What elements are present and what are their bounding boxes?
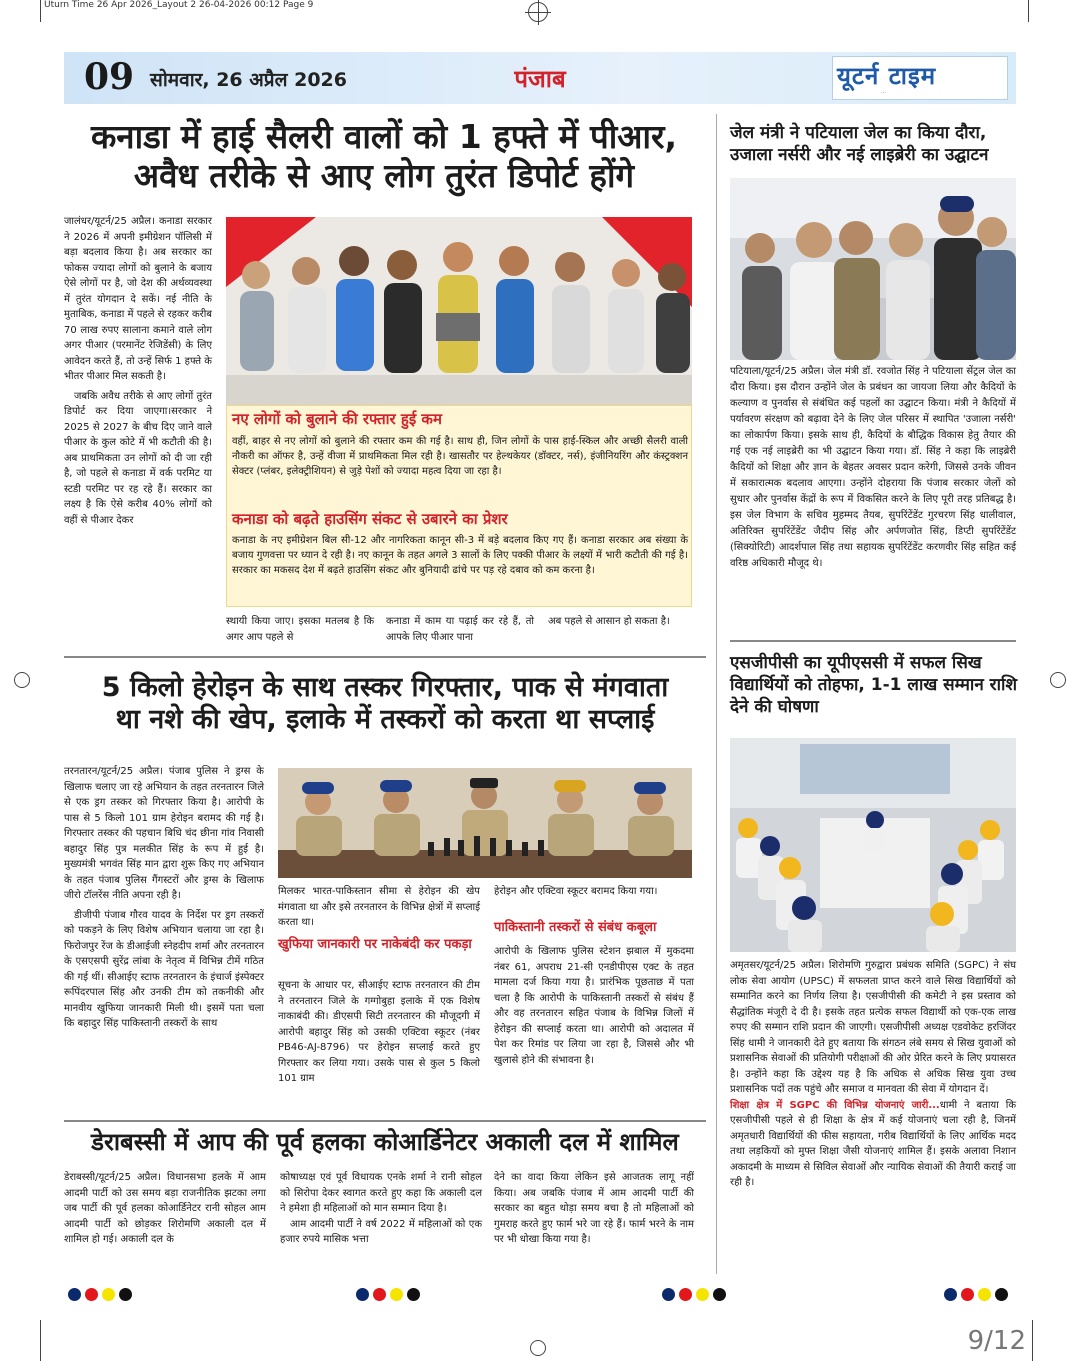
jail-headline	[730, 122, 1020, 166]
lead-tail-b: कनाडा में काम या पढ़ाई कर रहे हैं, तो आपके लिए पीआर पाना	[386, 616, 534, 643]
heroin-col2-para-1: मिलकर भारत-पाकिस्तान सीमा से हेरोइन की खेप मंगवाता था और इसे तरनतारन के विभिन्न क्षेत्रों में सप्लाई करता था।	[278, 886, 480, 928]
lead-tail-c: अब पहले से आसान हो सकता है।	[548, 616, 670, 627]
heroin-col3-para-1: हेरोइन और एक्टिवा स्कूटर बरामद किया गया।	[494, 886, 658, 897]
heroin-headline	[60, 672, 710, 736]
sgpc-column	[730, 958, 1016, 1191]
jail-visit-photo-illustration	[730, 178, 1016, 360]
issue-date: सोमवार, 26 अप्रैल 2026	[150, 69, 347, 91]
registration-mark-right	[1050, 672, 1066, 688]
sgpc-headline-line1: एसजीपीसी का यूपीएससी में सफल सिख	[730, 653, 982, 673]
jail-headline-line1: जेल मंत्री ने पटियाला जेल का किया दौरा,	[730, 123, 987, 143]
jail-photo	[730, 178, 1016, 360]
heroin-para-2: डीजीपी पंजाब गौरव यादव के निर्देश पर ड्रग तस्करों को पकड़ने के लिए विशेष अभियान चलाया जा रहा है। फिरोजपुर रेंज के डीआईजी स्नेहदीप शर्मा और तरनतारन के एसएसपी सुरेंद्र लांबा के नेतृत्व में विभिन्न टीमें गठित की गई थीं। सीआईए स्टाफ तरनतारन के इंचार्ज इंस्पेक्टर रूपिंदरपाल सिंह और उनकी टीम को तकनीकी और मानवीय खुफिया जानकारी मिली थी। इसमें पता चला कि बहादुर सिंह पाकिस्तानी तस्करों के साथ	[64, 909, 264, 1029]
sgpc-meeting-photo-illustration	[730, 738, 1016, 952]
logo-text: यूटर्न टाइम	[837, 62, 937, 90]
heroin-col3-para-2: आरोपी के खिलाफ पुलिस स्टेशन झबाल में मुकदमा नंबर 61, अपराध 21-सी एनडीपीएस एक्ट के तहत मामला दर्ज किया गया है। प्रारंभिक पूछताछ में पता चला है कि आरोपी के पाकिस्तानी तस्करों से संबंध हैं और वह तरनतारन सहित पंजाब के विभिन्न जिलों में हेरोइन की सप्लाई करता था। आरोपी को अदालत में पेश कर रिमांड पर लिया जा रहा है, जिससे और भी खुलासे होने की संभावना है।	[494, 946, 694, 1066]
lead-sub-2: कनाडा को बढ़ते हाउसिंग संकट से उबारने का प्रेशर	[232, 510, 508, 528]
crop-mark	[1032, 1320, 1033, 1361]
color-dot	[356, 1288, 369, 1301]
sgpc-photo	[730, 738, 1016, 952]
section-name: पंजाब	[514, 65, 566, 93]
registration-mark-left	[14, 672, 30, 688]
color-dot	[944, 1288, 957, 1301]
heroin-headline-line2: था नशे की खेप, इलाके में तस्करों को करता था सप्लाई	[115, 703, 655, 735]
heroin-photo	[278, 768, 692, 878]
sgpc-para-1: अमृतसर/यूटर्न/25 अप्रैल। शिरोमणि गुरुद्वारा प्रबंधक समिति (SGPC) ने संघ लोक सेवा आयोग (UPSC) में सफलता प्राप्त करने वाले सिख विद्यार्थियों को सम्मानित करने का निर्णय लिया है। एसजीपीसी की कमेटी ने इस प्रस्ताव को सैद्धांतिक मंजूरी दे दी है। इसके तहत प्रत्येक सफल विद्यार्थी को एक-एक लाख रुपए की सम्मान राशि प्रदान की जाएगी। एसजीपीसी अध्यक्ष एडवोकेट हरजिंदर सिंह धामी ने जानकारी देते हुए बताया कि संगठन लंबे समय से सिख युवाओं को प्रशासनिक सेवाओं की प्रतियोगी परीक्षाओं की ओर प्रेरित करने के लिए प्रयासरत है। उन्होंने कहा कि उद्देश्य यह है कि अधिक से अधिक सिख युवा उच्च प्रशासनिक पदों तक पहुंचे और समाज व मानवता की सेवा में योगदान दें।	[730, 960, 1016, 1095]
crop-mark	[40, 0, 41, 22]
lead-para-2: जबकि अवैध तरीके से आए लोगों तुरंत डिपोर्ट कर दिया जाएगा।सरकार ने 2025 से 2027 के बीच दिए जाने वाले पीआर के कुल कोटे में भी कटौती की है। अब प्राथमिकता उन लोगों को दी जा रही है, जो पहले से कनाडा में वर्क परमिट या स्टडी परमिट पर रह रहे हैं। सरकार का लक्ष्य है कि ऐसे करीब 40% लोगों को वहीं से पीआर देकर	[64, 390, 212, 526]
heroin-sub-1: खुफिया जानकारी पर नाकेबंदी कर पकड़ा	[278, 937, 472, 952]
color-dots	[944, 1288, 1008, 1301]
story-divider	[64, 656, 706, 658]
color-dot	[102, 1288, 115, 1301]
heroin-col2-para-2: सूचना के आधार पर, सीआईए स्टाफ तरनतारन की टीम ने तरनतारन जिले के गग्गोबुहा इलाके में एक विशेष नाकाबंदी की। डीएसपी सिटी तरनतारन की मौजूदगी में आरोपी बहादुर सिंह को उसकी एक्टिवा स्कूटर (नंबर PB46-AJ-8796) पर हेरोइन सप्लाई करते हुए गिरफ्तार कर लिया गया। उसके पास से कुल 5 किलो 101 ग्राम	[278, 980, 480, 1084]
sgpc-para-2: धामी ने बताया कि एसजीपीसी पहले से ही शिक्षा के क्षेत्र में कई योजनाएं चला रही है, जिनमें अमृतधारी विद्यार्थियों की फीस सहायता, गरीब विद्यार्थियों के लिए आर्थिक मदद तथा लड़कियों को मुफ्त शिक्षा जैसी योजनाएं शामिल हैं। इसके अलावा निशान अकादमी के माध्यम से सिविल सेवाओं और न्यायिक सेवाओं की तैयारी कराई जा रही है।	[730, 1099, 1016, 1188]
lead-headline-line2: अवैध तरीके से आए लोग तुरंत डिपोर्ट होंगे	[133, 155, 635, 195]
lead-photo	[226, 217, 692, 405]
color-dot	[679, 1288, 692, 1301]
heroin-sub-2: पाकिस्तानी तस्करों से संबंध कबूला	[494, 920, 657, 935]
story-divider	[730, 640, 1016, 642]
derabassi-column-3: देने का वादा किया लेकिन इसे आजतक लागू नहीं किया। अब जबकि पंजाब में आम आदमी पार्टी की सरकार का बहुत थोड़ा समय बचा है तो महिलाओं को गुमराह करते हुए फार्म भरे जा रहे हैं। फार्म भरने के नाम पर भी धोखा किया गया है।	[494, 1172, 694, 1245]
print-info: Uturn Time 26 Apr 2026_Layout 2 26-04-2026 00:12 Page 9	[44, 0, 314, 10]
crop-mark	[40, 1320, 41, 1361]
masthead-logo	[832, 56, 1008, 100]
lead-tail-a: स्थायी किया जाए। इसका मतलब है कि अगर आप पहले से	[226, 616, 374, 643]
column-divider	[716, 114, 717, 1274]
sgpc-headline-line3: देने की घोषणा	[730, 697, 819, 718]
color-dot	[407, 1288, 420, 1301]
heroin-headline-line1: 5 किलो हेरोइन के साथ तस्कर गिरफ्तार, पाक से मंगवाता	[101, 672, 669, 703]
registration-mark-top	[528, 2, 548, 22]
color-dot	[373, 1288, 386, 1301]
sgpc-sub: शिक्षा क्षेत्र में SGPC की विभिन्न योजनाएं जारी...	[730, 1099, 940, 1111]
heroin-para-1: तरनतारन/यूटर्न/25 अप्रैल। पंजाब पुलिस ने ड्रग्स के खिलाफ चलाए जा रहे अभियान के तहत तरनतारन जिले से एक ड्रग तस्कर को गिरफ्तार किया है। आरोपी के पास से 5 किलो 101 ग्राम हेरोइन बरामद की गई है। गिरफ्तार तस्कर की पहचान बिधि चंद छीना गांव निवासी बहादुर सिंह पुत्र मलकीत सिंह के रूप में हुई है। मुख्यमंत्री भगवंत सिंह मान द्वारा शुरू किए गए अभियान के तहत पंजाब पुलिस गैंगस्टरों और ड्रग्स के खिलाफ जीरो टॉलरेंस नीति अपना रही है।	[64, 766, 264, 901]
police-press-photo-illustration	[278, 768, 692, 878]
color-dot	[119, 1288, 132, 1301]
derabassi-column-2	[280, 1170, 482, 1248]
heroin-column-1	[64, 764, 264, 1032]
color-dot	[961, 1288, 974, 1301]
color-dots	[662, 1288, 726, 1301]
page-number: 09	[84, 56, 135, 98]
derabassi-headline: डेराबस्सी में आप की पूर्व हलका कोआर्डिनेटर अकाली दल में शामिल	[91, 1128, 679, 1156]
color-dot	[390, 1288, 403, 1301]
logo-tagline: …	[881, 89, 886, 95]
lead-headline	[64, 118, 704, 196]
color-dots	[68, 1288, 132, 1301]
sgpc-headline-line2: विद्यार्थियों को तोहफा, 1-1 लाख सम्मान राशि	[730, 675, 1018, 696]
color-dot	[68, 1288, 81, 1301]
color-dot	[978, 1288, 991, 1301]
color-dots	[356, 1288, 420, 1301]
derabassi-column-1: डेराबस्सी/यूटर्न/25 अप्रैल। विधानसभा हलके में आम आदमी पार्टी को उस समय बड़ा राजनीतिक झटका लगा जब पार्टी की पूर्व हलका कोआर्डिनेटर रानी सोहल आम आदमी पार्टी को छोड़कर शिरोमणि अकाली दल में शामिल हो गई। अकाली दल के	[64, 1172, 266, 1245]
students-photo-illustration	[226, 217, 692, 405]
lead-box-para-2: कनाडा के नए इमीग्रेशन बिल सी-12 और नागरिकता कानून सी-3 में बड़े बदलाव किए गए हैं। कनाडा सरकार अब संख्या के बजाय गुणवत्ता पर ध्यान दे रही है। नए कानून के तहत अगले 3 सालों के लिए पक्की पीआर के लक्ष्यों में भारी कटौती की गई है। सरकार का मकसद देश में बढ़ते हाउसिंग संकट और बुनियादी ढांचे पर पड़ रहे दबाव को कम करना है।	[232, 535, 688, 576]
jail-body: पटियाला/यूटर्न/25 अप्रैल। जेल मंत्री डॉ. रवजोत सिंह ने पटियाला सेंट्रल जेल का दौरा किया। इस दौरान उन्होंने जेल के प्रबंधन का जायजा लिया और कैदियों के कल्याण व पुनर्वास से संबंधित कई पहलों का उद्घाटन किया। मंत्री ने कैदियों में पर्यावरण संरक्षण को बढ़ावा देने के लिए जेल परिसर में स्थापित 'उजाला नर्सरी' का लोकार्पण किया। इसके साथ ही, कैदियों के बौद्धिक विकास हेतु तैयार की गई एक नई लाइब्रेरी का भी उद्घाटन किया गया। डॉ. सिंह ने कहा कि लाइब्रेरी कैदियों को शिक्षा और ज्ञान के बेहतर अवसर प्रदान करेगी, जिससे उनके जीवन में सकारात्मक बदलाव आएगा। उन्होंने दोहराया कि पंजाब सरकार जेलों को सुधार और पुनर्वास केंद्रों के रूप में विकसित करने के लिए पूरी तरह प्रतिबद्ध है। इस जेल विभाग के सचिव मुहम्मद तैयब, सुपरिंटेंडेंट गुरचरण सिंह धालीवाल, अतिरिक्त सुपरिंटेंडेंट जैदीप सिंह और अर्पणजोत सिंह, डिप्टी सुपरिंटेंडेंट (सिक्योरिटी) आदर्शपाल सिंह तथा सहायक सुपरिंटेंडेंट करणवीर सिंह सहित कई वरिष्ठ अधिकारी मौजूद थे।	[730, 366, 1017, 569]
color-dot	[713, 1288, 726, 1301]
color-dot	[696, 1288, 709, 1301]
lead-headline-line1: कनाडा में हाई सैलरी वालों को 1 हफ्ते में पीआर,	[90, 117, 678, 156]
lead-para-1: जालंधर/यूटर्न/25 अप्रैल। कनाडा सरकार ने 2026 में अपनी इमीग्रेशन पॉलिसी में बड़ा बदलाव किया है। अब सरकार का फोकस ज्यादा लोगों को बुलाने के बजाय ऐसे लोगों पर है, जो देश की अर्थव्यवस्था में तुरंत योगदान दे सकें। नई नीति के मुताबिक, कनाडा में पहले से रहकर करीब 70 लाख रुपए सालाना कमाने वाले लोग अगर पीआर (परमानेंट रेजिडेंसी) के लिए आवेदन करते हैं, तो उन्हें सिर्फ 1 हफ्ते के भीतर पीआर मिल सकती है।	[64, 216, 213, 382]
lead-box-para-1: वहीं, बाहर से नए लोगों को बुलाने की रफ्तार कम की गई है। साथ ही, जिन लोगों के पास हाई-स्किल और अच्छी सैलरी वाली नौकरी का ऑफर है, उन्हें वीजा में प्राथमिकता मिल रही है। खासतौर पर हेल्थकेयर (डॉक्टर, नर्स), इंजीनियरिंग और कंस्ट्रक्शन सेक्टर (प्लंबर, इलेक्ट्रीशियन) से जुड़े पेशों को ज्यादा महत्व दिया जा रहा है।	[232, 436, 688, 477]
story-divider	[64, 1120, 706, 1122]
registration-mark-bottom	[530, 1340, 546, 1356]
viewer-page-indicator[interactable]: 9/12	[967, 1326, 1026, 1356]
color-dot	[662, 1288, 675, 1301]
sgpc-headline	[730, 652, 1020, 718]
derabassi-para-2a: कोषाध्यक्ष एवं पूर्व विधायक एनके शर्मा ने रानी सोहल को सिरोपा देकर स्वागत करते हुए कहा कि अकाली दल ने हमेशा ही महिलाओं को मान सम्मान दिया है।	[280, 1172, 482, 1214]
jail-headline-line2: उजाला नर्सरी और नई लाइब्रेरी का उद्घाटन	[730, 145, 989, 166]
lead-sub-1: नए लोगों को बुलाने की रफ्तार हुई कम	[232, 410, 442, 428]
derabassi-para-2b: आम आदमी पार्टी ने वर्ष 2022 में महिलाओं को एक हजार रुपये मासिक भत्ता	[280, 1218, 482, 1245]
lead-column-1	[64, 214, 212, 528]
color-dot	[85, 1288, 98, 1301]
crop-mark	[1028, 0, 1029, 22]
color-dot	[995, 1288, 1008, 1301]
